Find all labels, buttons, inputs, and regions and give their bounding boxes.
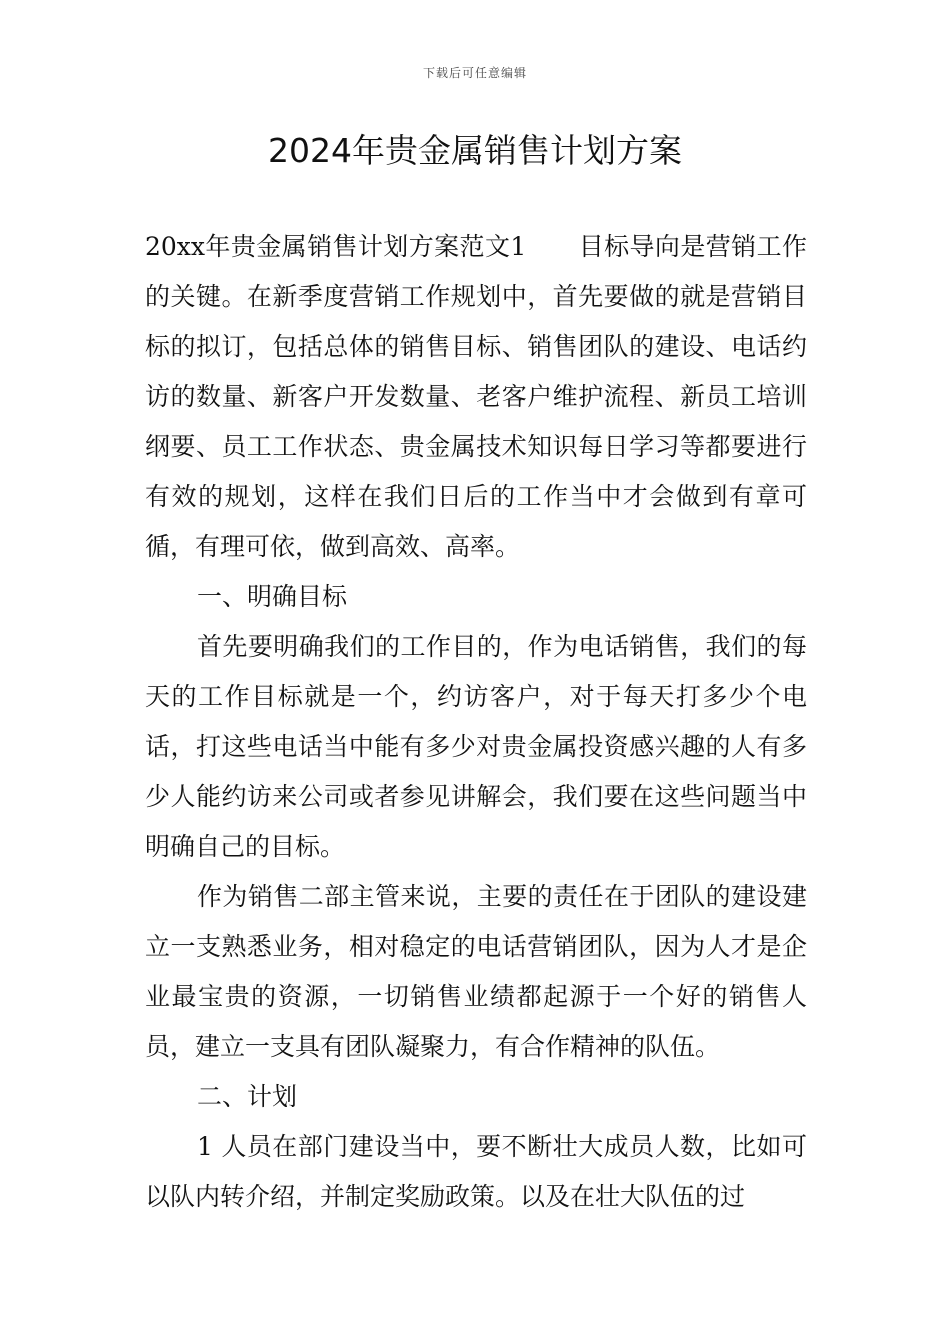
section-heading-2: 二、计划 xyxy=(197,1082,298,1111)
section1-paragraph-1: 首先要明确我们的工作目的，作为电话销售，我们的每天的工作目标就是一个，约访客户，对于每天打多少个电话，打这些电话当中能有多少对贵金属投资感兴趣的人有多少人能约访来公司或者参见讲解会，我们要在这些问题当中明确自己的目标。 xyxy=(145,632,807,861)
intro-paragraph xyxy=(145,222,807,572)
document-body xyxy=(145,222,807,1222)
intro-label: 20xx年贵金属销售计划方案范文1 xyxy=(145,232,527,261)
section2-paragraph-1: 1 人员在部门建设当中，要不断壮大成员人数，比如可以队内转介绍，并制定奖励政策。以及在壮大队伍的过 xyxy=(145,1132,807,1211)
section-heading-1: 一、明确目标 xyxy=(197,582,348,611)
document-title: 2024年贵金属销售计划方案 xyxy=(268,131,682,170)
section1-paragraph-2: 作为销售二部主管来说，主要的责任在于团队的建设建立一支熟悉业务，相对稳定的电话营销团队，因为人才是企业最宝贵的资源，一切销售业绩都起源于一个好的销售人员，建立一支具有团队凝聚力，有合作精神的队伍。 xyxy=(145,882,807,1061)
header-note: 下载后可任意编辑 xyxy=(422,66,527,80)
intro-text: 目标导向是营销工作的关键。在新季度营销工作规划中，首先要做的就是营销目标的拟订，包括总体的销售目标、销售团队的建设、电话约访的数量、新客户开发数量、老客户维护流程、新员工培训纲要、员工工作状态、贵金属技术知识每日学习等都要进行有效的规划，这样在我们日后的工作当中才会做到有章可循，有理可依，做到高效、高率。 xyxy=(145,232,807,561)
